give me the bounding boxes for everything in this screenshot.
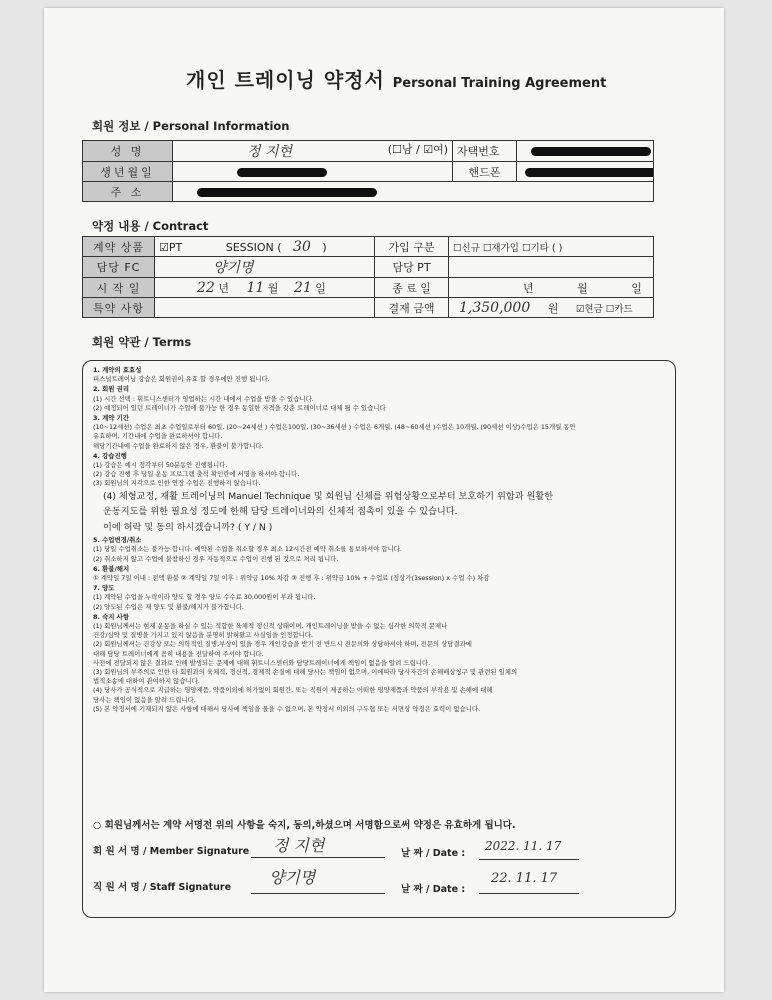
- start-cell: [155, 278, 375, 298]
- page-title: [186, 64, 606, 93]
- terms-line: (5) 본 약정서에 기재되지 않은 사항에 대해서 당사에 책임을 물을 수 없으며, 본 약정서 이외의 구두협 또는 서면상 약정은 효력이 없습니다.: [93, 704, 481, 713]
- terms-line: (1) 시간 선택 : 휘트니스센터가 영업하는 시간 내에서 수업을 받을 수 있습니다.: [93, 394, 314, 403]
- terms-line: (4) 체형교정, 재활 트레이닝의 Manuel Technique 및 회원님 신체를 위험상황으로부터 보호하기 위함과 원활한: [103, 490, 554, 502]
- staff-signature-value: 양기명: [269, 868, 316, 887]
- staff-date-value: 22. 11. 17: [491, 871, 558, 886]
- year-unit: 년: [218, 281, 229, 295]
- end-cell: [449, 278, 654, 298]
- pt-cell: [449, 257, 654, 278]
- special-label: 특약 사항: [83, 298, 155, 318]
- terms-line: 1. 계약의 효효성: [93, 366, 142, 374]
- terms-body: [93, 365, 667, 714]
- terms-line: 법적소송에 대하여 관여하지 않습니다.: [93, 677, 200, 686]
- mobile-label: 핸드폰: [453, 162, 517, 182]
- birth-cell: [173, 162, 453, 182]
- terms-line: 5. 수업변경/취소: [93, 536, 142, 545]
- terms-line: 해당기간내에 수업을 완료하지 않은 경우, 환불이 불가합니다.: [93, 441, 264, 450]
- terms-line: (2) 양도된 수업은 재 양도 및 환불/해지가 불가합니다.: [93, 602, 244, 611]
- name-label: 성 명: [83, 141, 173, 162]
- member-signature-label: 회 원 서 명 / Member Signature: [93, 846, 250, 857]
- product-cell: [155, 237, 375, 257]
- terms-notice: ○ 회원님께서는 계약 서명전 위의 사항을 숙지, 동의,하셨으며 서명함으로써 약정은 유효하게 됩니다.: [93, 820, 516, 831]
- end-month-unit: 월: [577, 281, 588, 295]
- end-year-unit: 년: [523, 281, 534, 295]
- redaction-mark: [197, 188, 377, 197]
- payment-amount: 1,350,000: [459, 299, 531, 316]
- terms-line: (1) 계약된 수업을 누락이라 양도 할 경우 양도 수수료 30,000원이 부과 됩니다.: [93, 593, 316, 602]
- terms-line: 운동지도를 위한 필요성 정도에 한해 담당 트레이너와의 신체적 접촉이 있을 수 있습니다.: [103, 506, 458, 518]
- terms-line: 대해 담당 트레이너에게 꼼히 내용을 전달하여 주셔야 합니다.: [93, 649, 264, 658]
- day-unit: 일: [315, 281, 326, 295]
- end-label: 종 료 일: [375, 278, 449, 298]
- terms-line: 건강/심약 및 질병을 가지고 있지 않음을 분명히 밝혀왔고 사실임을 인정합니다.: [93, 631, 314, 640]
- session-value: 30: [293, 238, 311, 255]
- join-options: ☐신규 ☐재가입 ☐기타 ( ): [449, 237, 654, 257]
- terms-heading: 회원 약관 / Terms: [92, 335, 192, 349]
- member-date-label: 날 짜 / Date :: [401, 848, 466, 859]
- birth-label: 생년월일: [83, 162, 173, 182]
- terms-line: 4. 강습진행: [93, 451, 127, 460]
- address-label: 주 소: [83, 182, 173, 202]
- terms-line: 3. 계약 기간: [93, 414, 130, 423]
- title-english: Personal Training Agreement: [392, 76, 607, 91]
- terms-line: (1) 당일 수업취소는 불가능 합니다. 예약된 수업을 취소할 경우 최소 12시간전 예약 취소를 통보하셔야 합니다.: [93, 545, 402, 554]
- start-day: 21: [293, 279, 312, 296]
- payment-cell: [449, 298, 654, 318]
- member-info-heading: 회원 정보 / Personal Information: [92, 119, 290, 133]
- name-value: 정 지현: [247, 144, 293, 160]
- won-unit: 원: [547, 301, 559, 315]
- address-cell: [173, 182, 654, 202]
- month-unit: 월: [267, 281, 279, 295]
- terms-line: (1) 회원님께서는 현재 운동을 하실 수 있는 적합한 육체적 정신적 상태이며, 개인트레이닝을 받을 수 없는 심각한 의학적 문제나: [93, 621, 448, 630]
- member-date-line: [479, 859, 579, 860]
- terms-line: (2) 회원님께서는 건강상 또는 의학적인 질병,부상이 있을 경우 개인강습을 받기 전 반드시 전문의와 상담하셔야 하며, 전문의 상담결과에: [93, 640, 472, 649]
- contract-heading: 약정 내용 / Contract: [92, 219, 209, 233]
- redaction-mark: [237, 168, 327, 177]
- title-korean: 개인 트레이닝 약정서: [186, 68, 385, 92]
- payment-method: ☑현금 ☐카드: [575, 303, 633, 315]
- terms-line: (10~12세션) 수업은 최초 수업일로부터 60일, (20~24세션 ) 수업은100일, (30~36세션 ) 수업은 6개월, (48~60세션 )수업은 10개월, (90세션 이상)수업은 15개월 동안: [93, 423, 576, 432]
- member-signature-line: [251, 857, 385, 858]
- pt-label: 담당 PT: [375, 257, 449, 278]
- terms-line: 이에 허락 및 동의 하시겠습니까? ( Y / N ): [103, 521, 273, 533]
- terms-line: (2) 취소하지 않고 수업에 불참하신 경우 자동적으로 수업이 진행 된 것으로 처리 됩니다.: [93, 554, 339, 563]
- member-date-value: 2022. 11. 17: [485, 839, 562, 853]
- staff-signature-line: [251, 893, 385, 894]
- terms-line: (2) 강습 진행 후 당일 운동 프로그램 출석 확인란에 서명을 하셔야 합니다.: [93, 470, 300, 479]
- fc-cell: [155, 257, 375, 278]
- terms-line: 7. 양도: [93, 584, 115, 593]
- terms-line: 피스널트레이닝 강습은 회원권이 유효 할 경우에만 진행 됩니다.: [93, 375, 270, 384]
- fc-label: 담당 FC: [83, 257, 155, 278]
- payment-label: 결재 금액: [375, 298, 449, 318]
- fc-value: 양기명: [213, 260, 254, 276]
- staff-date-label: 날 짜 / Date :: [401, 884, 466, 895]
- home-phone-label: 자택번호: [453, 141, 517, 162]
- redaction-mark: [531, 147, 651, 156]
- member-signature-value: 정 지현: [273, 836, 325, 855]
- member-info-table: [82, 140, 654, 202]
- name-cell: [173, 141, 453, 162]
- special-cell: [155, 298, 375, 318]
- terms-line: 유효하며, 기간내에 수업을 완료하셔야 합니다.: [93, 432, 223, 441]
- session-close: ): [322, 240, 327, 254]
- start-year: 22: [197, 279, 215, 296]
- product-label: 계약 상품: [83, 237, 155, 257]
- terms-line: 6. 환불/해지: [93, 564, 130, 573]
- staff-date-line: [479, 893, 579, 894]
- terms-line: ① 계약일 7일 이내 : 전액 환불 ② 계약일 7일 이후 : 위약금 10% 차감 ③ 진행 후 : 위약금 10% + 수업료 (정상가(1session) x 수업 수) 차감: [93, 573, 490, 582]
- terms-line: 당사는 책임이 없음을 알려 드립니다.: [93, 695, 196, 704]
- contract-table: [82, 236, 654, 318]
- terms-box: [82, 360, 676, 918]
- terms-line: 사전에 전달되지 않은 결과로 인해 발생되는 문제에 대해 휘트니스센터와 담당트레이너에게 책임이 없음을 알려 드립니다.: [93, 658, 431, 667]
- end-day-unit: 일: [631, 281, 642, 295]
- start-label: 시 작 일: [83, 278, 155, 298]
- terms-line: (1) 강습은 예시 정각부터 50분동안 진행됩니다.: [93, 461, 228, 470]
- staff-signature-label: 직 원 서 명 / Staff Signature: [93, 882, 232, 893]
- terms-line: (4) 당사가 공식적으로 지급하는 영양제품, 약품이외에 허가없이 회원간, 또는 직원이 제공하는 어떠한 영양제품과 약품의 부작용 및 손해에 대해: [93, 686, 493, 695]
- session-label: SESSION (: [225, 240, 282, 254]
- terms-line: 8. 숙지 사항: [93, 612, 130, 621]
- terms-line: (3) 회원님의 지각으로 인한 연장 수업은 진행하지 않습니다.: [93, 479, 261, 488]
- terms-line: (3) 회원님의 부주의로 인한 타 회원과의 육체적, 정신적, 경제적 손실에 대해 당사는 책임이 없으며, 이에따라 당사자간의 손해배상청구 및 관련된 일체의: [93, 667, 518, 676]
- redaction-mark: [525, 168, 654, 177]
- gender-checkbox: (☐남 / ☑여): [387, 143, 448, 156]
- join-type-label: 가입 구분: [375, 237, 449, 257]
- terms-line: (2) 예정되어 있던 트레이너가 수업에 불가능 한 경우 동일한 자격을 갖춘 트레이너로 대체 될 수 있습니다: [93, 403, 386, 412]
- mobile-cell: [517, 162, 654, 182]
- terms-line: 2. 회원 권리: [93, 385, 130, 394]
- product-value: ☑PT: [159, 240, 183, 254]
- home-phone-cell: [517, 141, 654, 162]
- start-month: 11: [246, 279, 265, 296]
